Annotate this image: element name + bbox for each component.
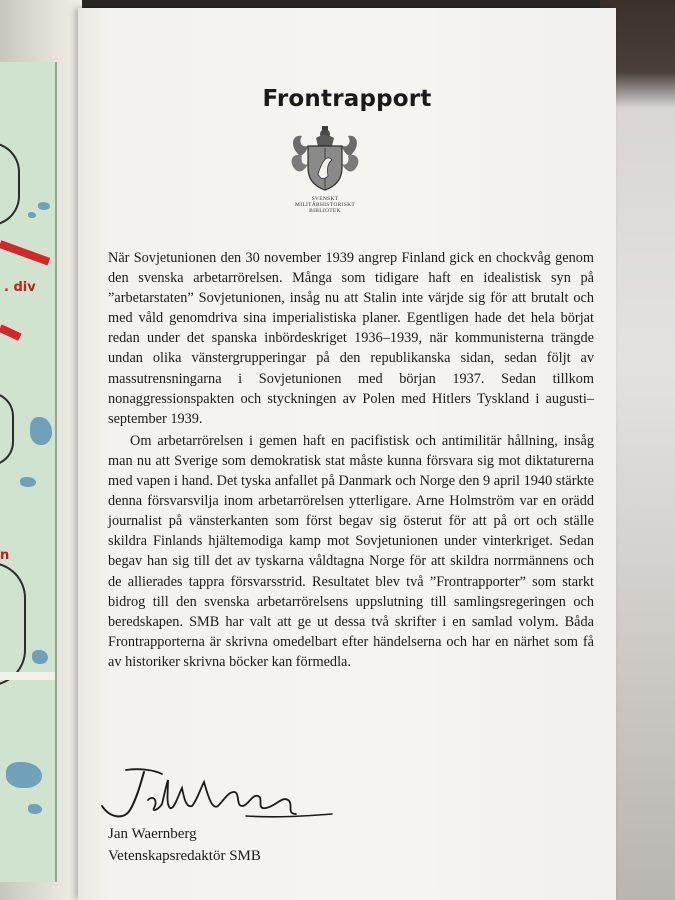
page-title: Frontrapport [262,86,432,112]
front-line-arrow [0,324,22,341]
emblem-text-line: SVENSKT [311,196,339,202]
signatory-role: Vetenskapsredaktör SMB [108,848,261,864]
map-label: n [0,548,10,563]
lake-shape [6,762,42,788]
lake-shape [38,202,50,210]
lake-shape [30,417,52,445]
emblem-text-line: BIBLIOTEK [309,208,341,214]
coastline-shape [0,562,26,686]
map-label: . div [4,280,36,295]
coastline-shape [0,392,14,466]
paragraph: Om arbetarrörelsen i gemen haft en pacifistisk och antimilitär hållning, insåg man nu att Sverige som demokratisk stat måste kunna försvara sig mot diktaturerna med vapen i hand. Det tyska anfallet på Danmark och Norge den 9 april 1940 stärkte denna försvarsvilja inom arbetarrörelsen ytterligare. Arne Holmström var en orädd journalist på vänsterkanten som först begav sig österut för att på ort och ställe skildra Finlands hjältemodiga kamp mot Sovjetunionen under vinterkriget. Sedan begav han sig till det av tyskarna våldtagna Norge för att skildra norrmännens och de allierades tappra försvarsstrid. Resultatet blev två ”Frontrapporter” som starkt bidrog till den svenska arbetarrörelsens uppslutning till samlingsregeringen och beredskapen. SMB har valt att ge ut dessa två skrifter i en samlad volym. Båda Frontrapporterna är skrivna omedelbart efter händelserna och har en närhet som få av historiker skrivna böcker kan förmedla. [108,432,594,670]
front-line-arrow [0,240,50,265]
signatory-name: Jan Waernberg [108,826,197,842]
book-page [78,8,616,900]
emblem-text-line: MILITÄRHISTORISKT [295,202,355,208]
left-page-edge [0,0,82,900]
lake-shape [20,477,36,487]
lake-shape [32,650,48,664]
foreword-text [108,248,594,672]
coastline-shape [0,142,20,226]
paragraph: När Sovjetunionen den 30 november 1939 angrep Finland gick en chockvåg genom den svenska arbetarrörelsen. Många som tidigare haft en idealistisk syn på ”arbetarstaten” Sovjetunionen, insåg nu att Stalin inte värjde sig för att brutalt och med våld genomdriva sina imperialistiska planer. Egentligen hade det hela börjat redan under det spanska inbördeskriget 1936–1939, när kommunisterna trängde undan olika vänstergrupperingar på den republikanska sidan, sedan följt av massutrensningarna i Sovjetunionen med början 1937. Sedan tillkom nonaggressionspakten och styckningen av Polen med Hitlers Tyskland i augusti–september 1939. [108,250,594,427]
lake-shape [28,804,42,814]
map-illustration [0,62,57,882]
map-divider [0,672,55,680]
coat-of-arms-icon [288,124,362,220]
lake-shape [28,212,36,218]
